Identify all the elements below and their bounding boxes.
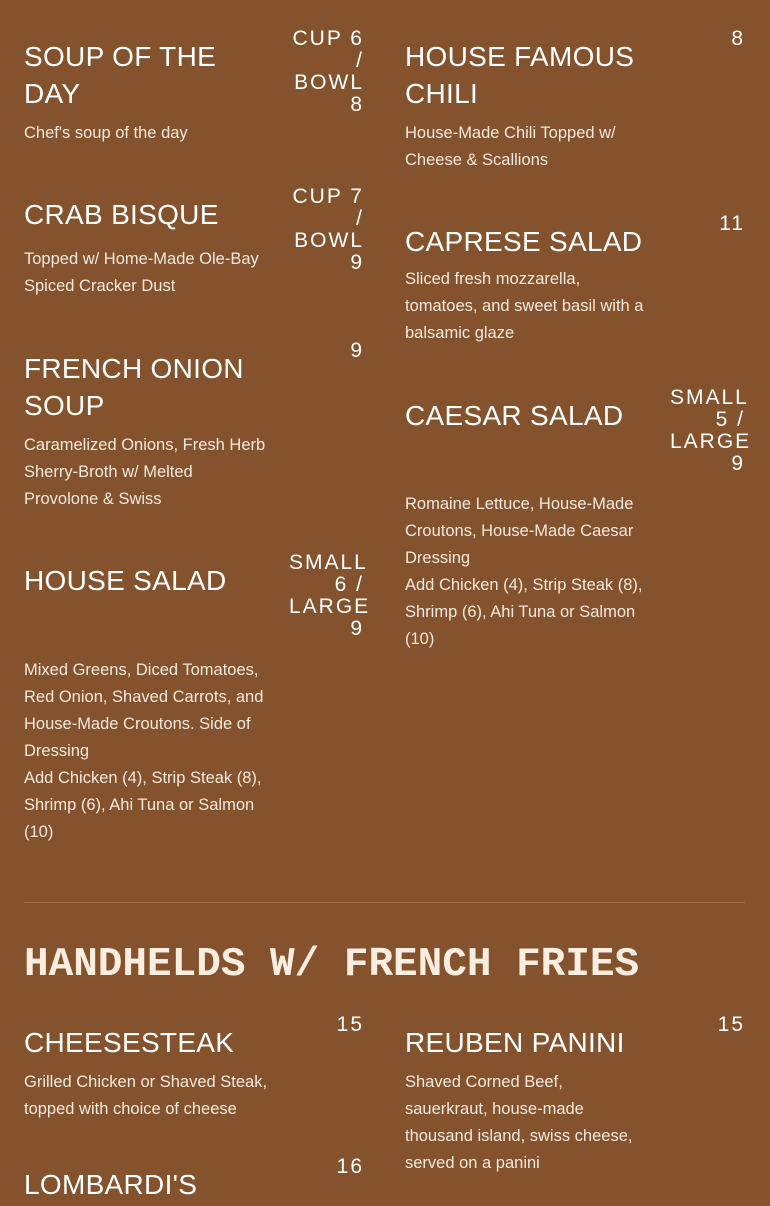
item-price: SMALL 5 / LARGE 9 [670, 386, 752, 475]
menu-item [405, 1013, 745, 1184]
item-description: Chef's soup of the day [24, 124, 188, 142]
menu-item [24, 27, 364, 168]
section-title-handhelds: HANDHELDS W/ FRENCH FRIES [24, 942, 640, 988]
item-addons: Add Chicken (4), Strip Steak (8), Shrimp (6), Ahi Tuna or Salmon (10) [405, 576, 643, 648]
item-price: 16 [336, 1155, 364, 1178]
menu-item [24, 339, 364, 520]
item-description: Mixed Greens, Diced Tomatoes, Red Onion, Shaved Carrots, and House-Made Croutons. Side of Dressing [24, 661, 264, 760]
item-addons: Add Chicken (4), Strip Steak (8), Shrimp (6), Ahi Tuna or Salmon (10) [24, 769, 262, 841]
menu-item [24, 1155, 364, 1206]
item-description: Sliced fresh mozzarella, tomatoes, and sweet basil with a balsamic glaze [405, 270, 644, 342]
item-name: CAESAR SALAD [405, 400, 624, 431]
item-name: LOMBARDI'S [24, 1169, 198, 1200]
item-price: CUP 6 / BOWL 8 [292, 27, 364, 116]
item-name: REUBEN PANINI [405, 1027, 625, 1058]
item-name: CAPRESE SALAD [405, 226, 643, 257]
item-price: 8 [731, 27, 745, 50]
item-name: SOUP OF THE DAY [24, 41, 217, 109]
menu-item [405, 386, 752, 667]
item-description: Topped w/ Home-Made Ole-Bay Spiced Cracker Dust [24, 250, 259, 295]
item-name: HOUSE SALAD [24, 565, 227, 596]
item-name: CHEESESTEAK [24, 1027, 235, 1058]
item-description: Caramelized Onions, Fresh Herb Sherry-Broth w/ Melted Provolone & Swiss [24, 436, 266, 508]
item-description: Shaved Corned Beef, sauerkraut, house-made thousand island, swiss cheese, served on a panini [405, 1073, 633, 1172]
item-description: Grilled Chicken or Shaved Steak, topped with choice of cheese [24, 1073, 268, 1118]
section-divider [24, 902, 745, 903]
menu-item [24, 1013, 364, 1124]
menu-item [405, 27, 745, 188]
item-price: CUP 7 / BOWL 9 [292, 185, 364, 274]
item-name: FRENCH ONION SOUP [24, 353, 244, 421]
item-price: 11 [719, 212, 745, 235]
item-price: 15 [717, 1013, 745, 1036]
item-name: HOUSE FAMOUS CHILI [405, 41, 635, 109]
item-description: Romaine Lettuce, House-Made Croutons, House-Made Caesar Dressing [405, 495, 634, 567]
item-description: House-Made Chili Topped w/ Cheese & Scallions [405, 124, 616, 169]
menu-item [24, 551, 371, 852]
item-price: 9 [350, 339, 364, 362]
menu-item [24, 185, 364, 316]
item-price: SMALL 6 / LARGE 9 [289, 551, 371, 640]
menu-item [405, 212, 745, 363]
item-name: CRAB BISQUE [24, 199, 219, 230]
item-price: 15 [336, 1013, 364, 1036]
